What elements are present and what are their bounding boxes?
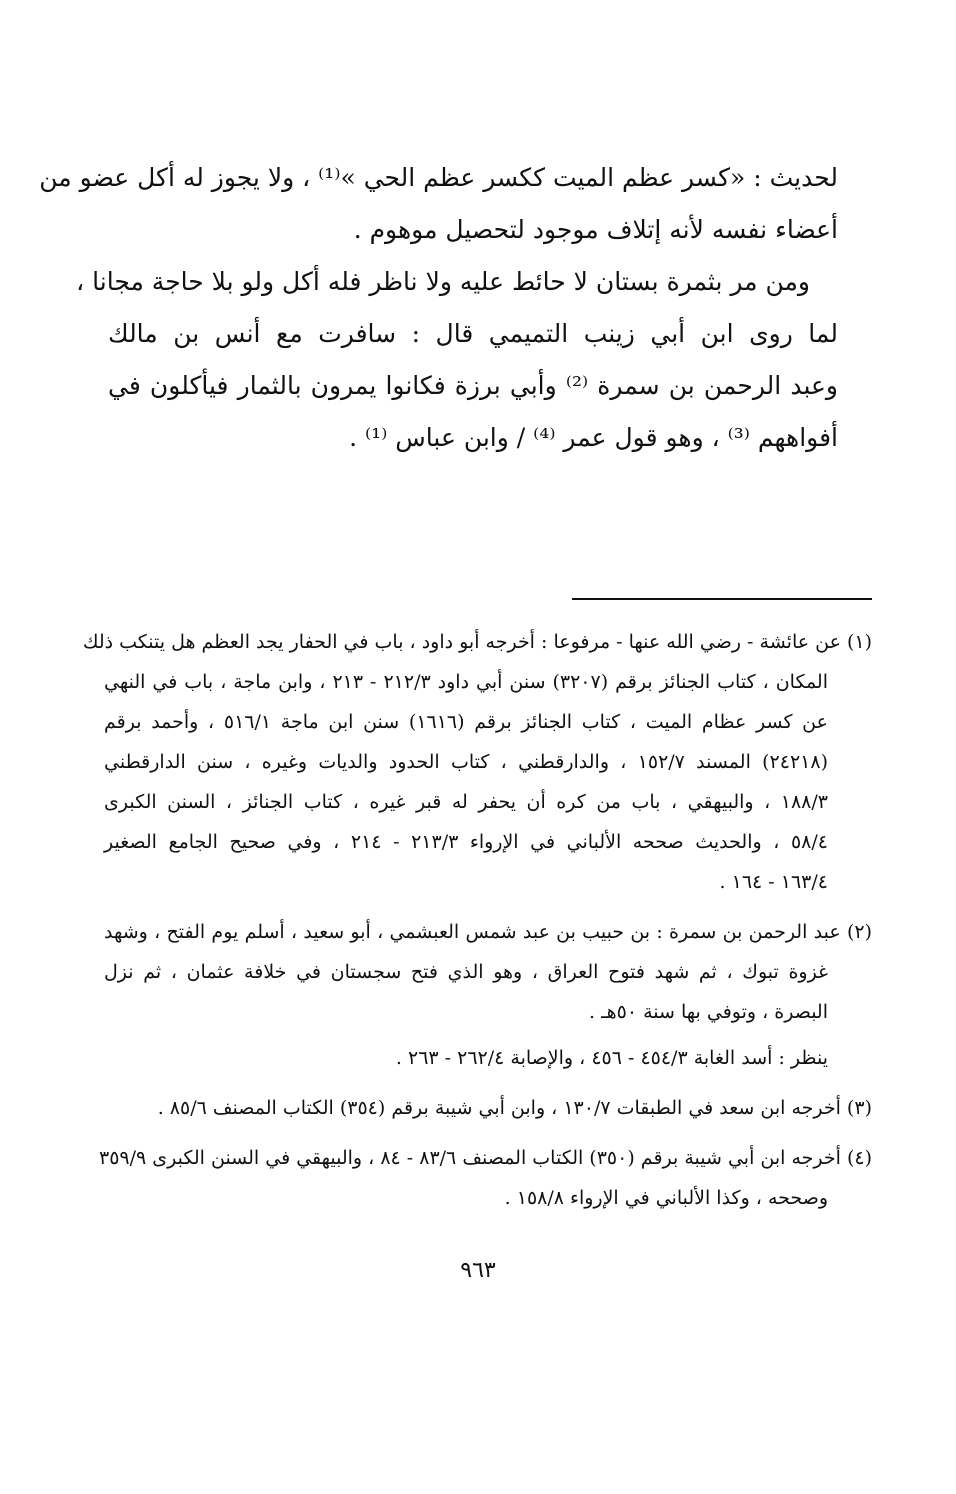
footnote-line: (٢٤٢١٨) المسند ١٥٢/٧ ، والدارقطني ، كتاب الحدود والديات وغيره ، سنن الدارقطني (104, 751, 828, 773)
footnote-1 (82, 622, 872, 902)
footnote-line: (٢) عبد الرحمن بن سمرة : بن حبيب بن عبد شمس العبشمي ، أبو سعيد ، أسلم يوم الفتح ، وشهد (104, 921, 872, 943)
main-text-line: وعبد الرحمن بن سمرة ⁽²⁾ وأبي برزة فكانوا يمرون بالثمار فيأكلون في (108, 371, 838, 400)
main-text-line: أعضاء نفسه لأنه إتلاف موجود لتحصيل موهوم . (353, 215, 838, 244)
footnote-line: (١) عن عائشة - رضي الله عنها - مرفوعا : أخرجه أبو داود ، باب في الحفار يجد العظم هل يتنكب ذلك (82, 631, 872, 653)
footnote-line: وصححه ، وكذا الألباني في الإرواء ١٥٨/٨ . (504, 1187, 828, 1209)
footnote-line: ١٨٨/٣ ، والبيهقي ، باب من كره أن يحفر له قبر غيره ، كتاب الجنائز ، السنن الكبرى (104, 791, 828, 813)
footnote-line: (٣) أخرجه ابن سعد في الطبقات ١٣٠/٧ ، وابن أبي شيبة برقم (٣٥٤) الكتاب المصنف ٨٥/٦ . (157, 1097, 872, 1119)
footnote-reference-line: ينظر : أسد الغابة ٤٥٤/٣ - ٤٥٦ ، والإصابة ٢٦٢/٤ - ٢٦٣ . (395, 1047, 828, 1069)
footnote-2 (104, 912, 872, 1078)
main-text-block (39, 152, 838, 464)
main-text-line: ومن مر بثمرة بستان لا حائط عليه ولا ناظر فله أكل ولو بلا حاجة مجانا ، (76, 267, 810, 296)
footnote-line: ٥٨/٤ ، والحديث صححه الألباني في الإرواء ٢١٣/٣ - ٢١٤ ، وفي صحيح الجامع الصغير (104, 831, 828, 853)
main-text-line: أفواههم ⁽³⁾ ، وهو قول عمر ⁽⁴⁾ / وابن عباس ⁽¹⁾ . (349, 423, 838, 452)
footnotes-block (82, 622, 872, 1228)
page-number: ٩٦٣ (460, 1258, 496, 1283)
footnote-line: ١٦٣/٤ - ١٦٤ . (719, 871, 828, 893)
main-text-line: لما روى ابن أبي زينب التميمي قال : سافرت مع أنس بن مالك (108, 319, 838, 348)
footnote-line: عن كسر عظام الميت ، كتاب الجنائز برقم (١٦١٦) سنن ابن ماجة ٥١٦/١ ، وأحمد برقم (104, 711, 828, 733)
footnote-line: (٤) أخرجه ابن أبي شيبة برقم (٣٥٠) الكتاب المصنف ٨٣/٦ - ٨٤ ، والبيهقي في السنن الكبرى ٣٥٩/٩ (99, 1147, 872, 1169)
footnote-separator (572, 598, 872, 600)
footnote-4 (99, 1138, 872, 1218)
footnote-3 (104, 1088, 872, 1128)
footnote-line: غزوة تبوك ، ثم شهد فتوح العراق ، وهو الذي فتح سجستان في خلافة عثمان ، ثم نزل (104, 961, 828, 983)
footnote-line: البصرة ، وتوفي بها سنة ٥٠هـ . (588, 1001, 828, 1023)
main-text-line: لحديث : «كسر عظم الميت ككسر عظم الحي »⁽¹⁾ ، ولا يجوز له أكل عضو من (39, 163, 838, 192)
footnote-line: المكان ، كتاب الجنائز برقم (٣٢٠٧) سنن أبي داود ٢١٢/٣ - ٢١٣ ، وابن ماجة ، باب في النهي (104, 671, 828, 693)
